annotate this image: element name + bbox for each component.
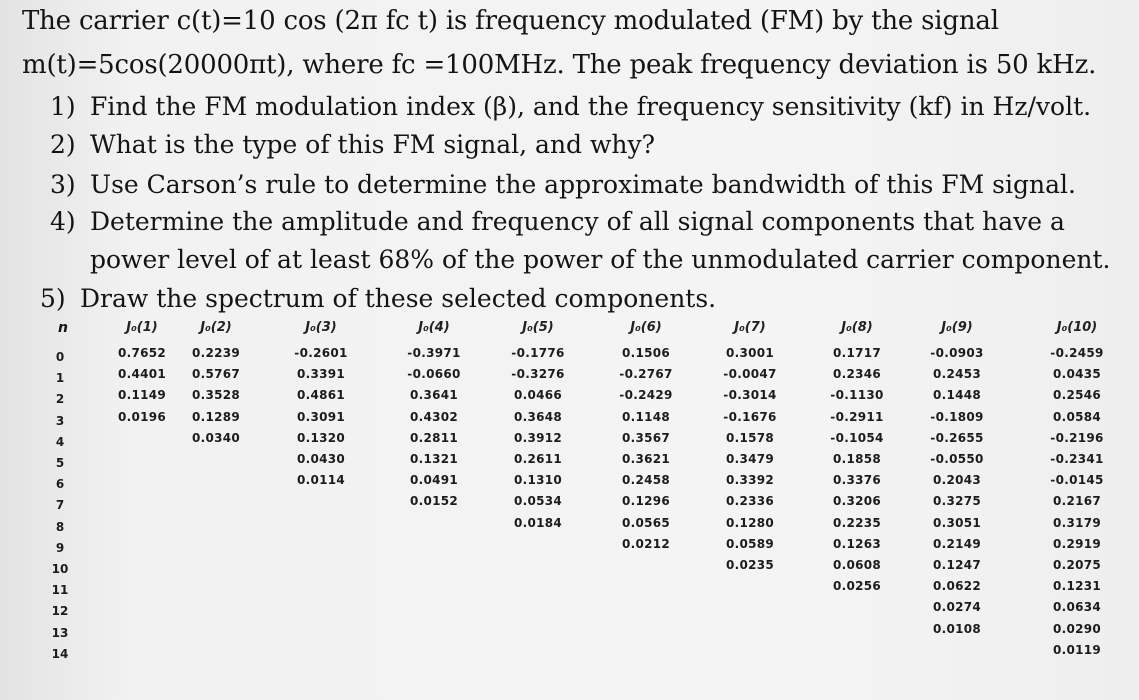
table-cell: 0.1578	[725, 430, 775, 445]
table-cell: 0.0565	[621, 515, 671, 530]
column-header: J₀(4)	[418, 320, 450, 335]
table-cell: -0.2459	[1050, 346, 1104, 360]
table-cell: 0.1320	[296, 430, 346, 445]
table-cell: 0.3376	[832, 473, 882, 488]
table-cell: 0.0235	[725, 558, 775, 572]
table-cell: 0.0534	[513, 494, 563, 509]
table-cell: 0.3479	[725, 452, 775, 466]
row-index: 10	[51, 562, 69, 576]
table-cell: 0.0152	[409, 494, 459, 509]
table-cell: 0.2811	[409, 430, 459, 445]
table-cell: 0.2458	[621, 473, 671, 488]
row-index: 12	[51, 604, 69, 619]
table-cell: -0.2429	[619, 388, 673, 403]
table-cell: -0.3276	[511, 367, 565, 382]
table-cell: -0.2341	[1050, 452, 1104, 466]
table-cell: 0.1321	[409, 452, 459, 466]
row-index: 4	[55, 434, 65, 449]
table-cell: -0.0660	[407, 367, 461, 382]
table-cell: 0.4302	[409, 409, 459, 424]
column-header: J₀(8)	[841, 320, 873, 335]
table-cell: 0.0491	[409, 473, 459, 488]
table-cell: -0.3971	[407, 346, 461, 360]
table-cell: 0.0634	[1052, 600, 1102, 615]
table-cell: 0.2336	[725, 494, 775, 509]
table-cell: 0.2611	[513, 452, 563, 466]
table-cell: 0.3206	[832, 494, 882, 509]
row-index: 5	[55, 456, 65, 470]
table-cell: 0.3912	[513, 430, 563, 445]
row-index: 3	[55, 413, 65, 428]
table-cell: 0.1247	[932, 558, 982, 572]
row-index: 11	[51, 583, 69, 598]
table-cell: 0.3392	[725, 473, 775, 488]
table-cell: 0.0256	[832, 579, 882, 594]
n-header: n	[58, 320, 68, 336]
table-cell: 0.2239	[191, 346, 241, 360]
question-number: 5)	[40, 284, 66, 313]
table-cell: 0.0340	[191, 430, 241, 445]
table-cell: 0.0212	[621, 536, 671, 551]
table-cell: 0.2075	[1052, 558, 1102, 572]
column-header: J₀(1)	[126, 320, 158, 335]
table-cell: 0.0435	[1052, 367, 1102, 382]
table-cell: 0.1149	[117, 388, 167, 403]
column-header: J₀(3)	[305, 320, 337, 335]
table-cell: 0.5767	[191, 367, 241, 382]
column-header: J₀(9)	[941, 320, 973, 335]
table-cell: -0.2767	[619, 367, 673, 382]
table-cell: 0.0119	[1052, 642, 1102, 657]
row-index: 8	[55, 519, 65, 534]
table-cell: 0.3391	[296, 367, 346, 382]
table-cell: 0.4861	[296, 388, 346, 403]
question-text: Use Carson’s rule to determine the approximate bandwidth of this FM signal.	[90, 170, 1076, 199]
table-cell: 0.0430	[296, 452, 346, 466]
table-cell: -0.0903	[930, 346, 984, 360]
column-header: J₀(6)	[630, 320, 662, 335]
row-index: 6	[55, 477, 65, 492]
table-cell: -0.1054	[830, 430, 884, 445]
table-cell: 0.1148	[621, 409, 671, 424]
table-cell: 0.0608	[832, 558, 882, 572]
question-number: 4)	[50, 207, 76, 236]
table-cell: 0.1448	[932, 388, 982, 403]
question-number: 1)	[50, 92, 76, 121]
row-index: 7	[55, 498, 65, 513]
table-cell: -0.1809	[930, 409, 984, 424]
table-cell: 0.0196	[117, 409, 167, 424]
table-cell: 0.3091	[296, 409, 346, 424]
question-text: What is the type of this FM signal, and why?	[90, 130, 656, 159]
table-cell: 0.2043	[932, 473, 982, 488]
table-cell: 0.2346	[832, 367, 882, 382]
row-index: 9	[55, 540, 65, 555]
table-cell: 0.2546	[1052, 388, 1102, 403]
table-cell: 0.1263	[832, 536, 882, 551]
table-cell: 0.1280	[725, 515, 775, 530]
table-cell: 0.1858	[832, 452, 882, 466]
question-number: 3)	[50, 170, 76, 199]
table-cell: 0.0274	[932, 600, 982, 615]
table-cell: -0.1676	[723, 409, 777, 424]
table-cell: 0.0622	[932, 579, 982, 594]
table-cell: 0.0114	[296, 473, 346, 488]
table-cell: 0.0290	[1052, 621, 1102, 636]
table-cell: 0.0589	[725, 536, 775, 551]
column-header: J₀(2)	[200, 320, 232, 335]
table-cell: -0.2911	[830, 409, 884, 424]
row-index: 2	[55, 392, 65, 407]
table-cell: 0.1296	[621, 494, 671, 509]
table-cell: 0.3001	[725, 346, 775, 360]
table-cell: -0.2196	[1050, 430, 1104, 445]
problem-line-2: m(t)=5cos(20000πt), where fc =100MHz. The peak frequency deviation is 50 kHz.	[22, 50, 1097, 80]
column-header: J₀(5)	[522, 320, 554, 335]
table-cell: 0.2167	[1052, 494, 1102, 509]
problem-line-1: The carrier c(t)=10 cos (2π fc t) is frequency modulated (FM) by the signal	[22, 6, 999, 36]
table-cell: 0.4401	[117, 367, 167, 382]
table-cell: -0.0047	[723, 367, 777, 382]
table-cell: 0.1506	[621, 346, 671, 360]
table-cell: 0.2235	[832, 515, 882, 530]
table-cell: 0.3641	[409, 388, 459, 403]
table-cell: 0.0584	[1052, 409, 1102, 424]
row-index: 0	[55, 350, 65, 364]
row-index: 13	[51, 625, 69, 640]
table-cell: 0.1289	[191, 409, 241, 424]
table-cell: 0.2149	[932, 536, 982, 551]
table-cell: 0.1231	[1052, 579, 1102, 594]
table-cell: 0.3179	[1052, 515, 1102, 530]
table-cell: 0.3621	[621, 452, 671, 466]
column-header: J₀(7)	[734, 320, 766, 335]
row-index: 14	[51, 646, 69, 661]
table-cell: 0.2453	[932, 367, 982, 382]
row-index: 1	[55, 371, 65, 386]
table-cell: -0.1130	[830, 388, 884, 403]
question-text: Find the FM modulation index (β), and the frequency sensitivity (kf) in Hz/volt.	[90, 92, 1092, 121]
table-cell: -0.2655	[930, 430, 984, 445]
question-text: Draw the spectrum of these selected components.	[80, 284, 717, 313]
table-cell: 0.1310	[513, 473, 563, 488]
table-cell: -0.3014	[723, 388, 777, 403]
table-cell: 0.0466	[513, 388, 563, 403]
table-cell: 0.7652	[117, 346, 167, 360]
question-number: 2)	[50, 130, 76, 159]
table-cell: 0.3051	[932, 515, 982, 530]
table-cell: 0.3567	[621, 430, 671, 445]
table-cell: 0.3528	[191, 388, 241, 403]
table-cell: 0.2919	[1052, 536, 1102, 551]
table-cell: -0.1776	[511, 346, 565, 360]
question-text: Determine the amplitude and frequency of all signal components that have a	[90, 207, 1065, 236]
table-cell: 0.0108	[932, 621, 982, 636]
column-header: J₀(10)	[1056, 320, 1098, 335]
table-cell: 0.3275	[932, 494, 982, 509]
table-cell: 0.3648	[513, 409, 563, 424]
question-text: power level of at least 68% of the power of the unmodulated carrier component.	[90, 245, 1111, 274]
table-cell: 0.1717	[832, 346, 882, 360]
table-cell: 0.0184	[513, 515, 563, 530]
table-cell: -0.2601	[294, 346, 348, 360]
table-cell: -0.0550	[930, 452, 984, 466]
table-cell: -0.0145	[1050, 473, 1104, 488]
